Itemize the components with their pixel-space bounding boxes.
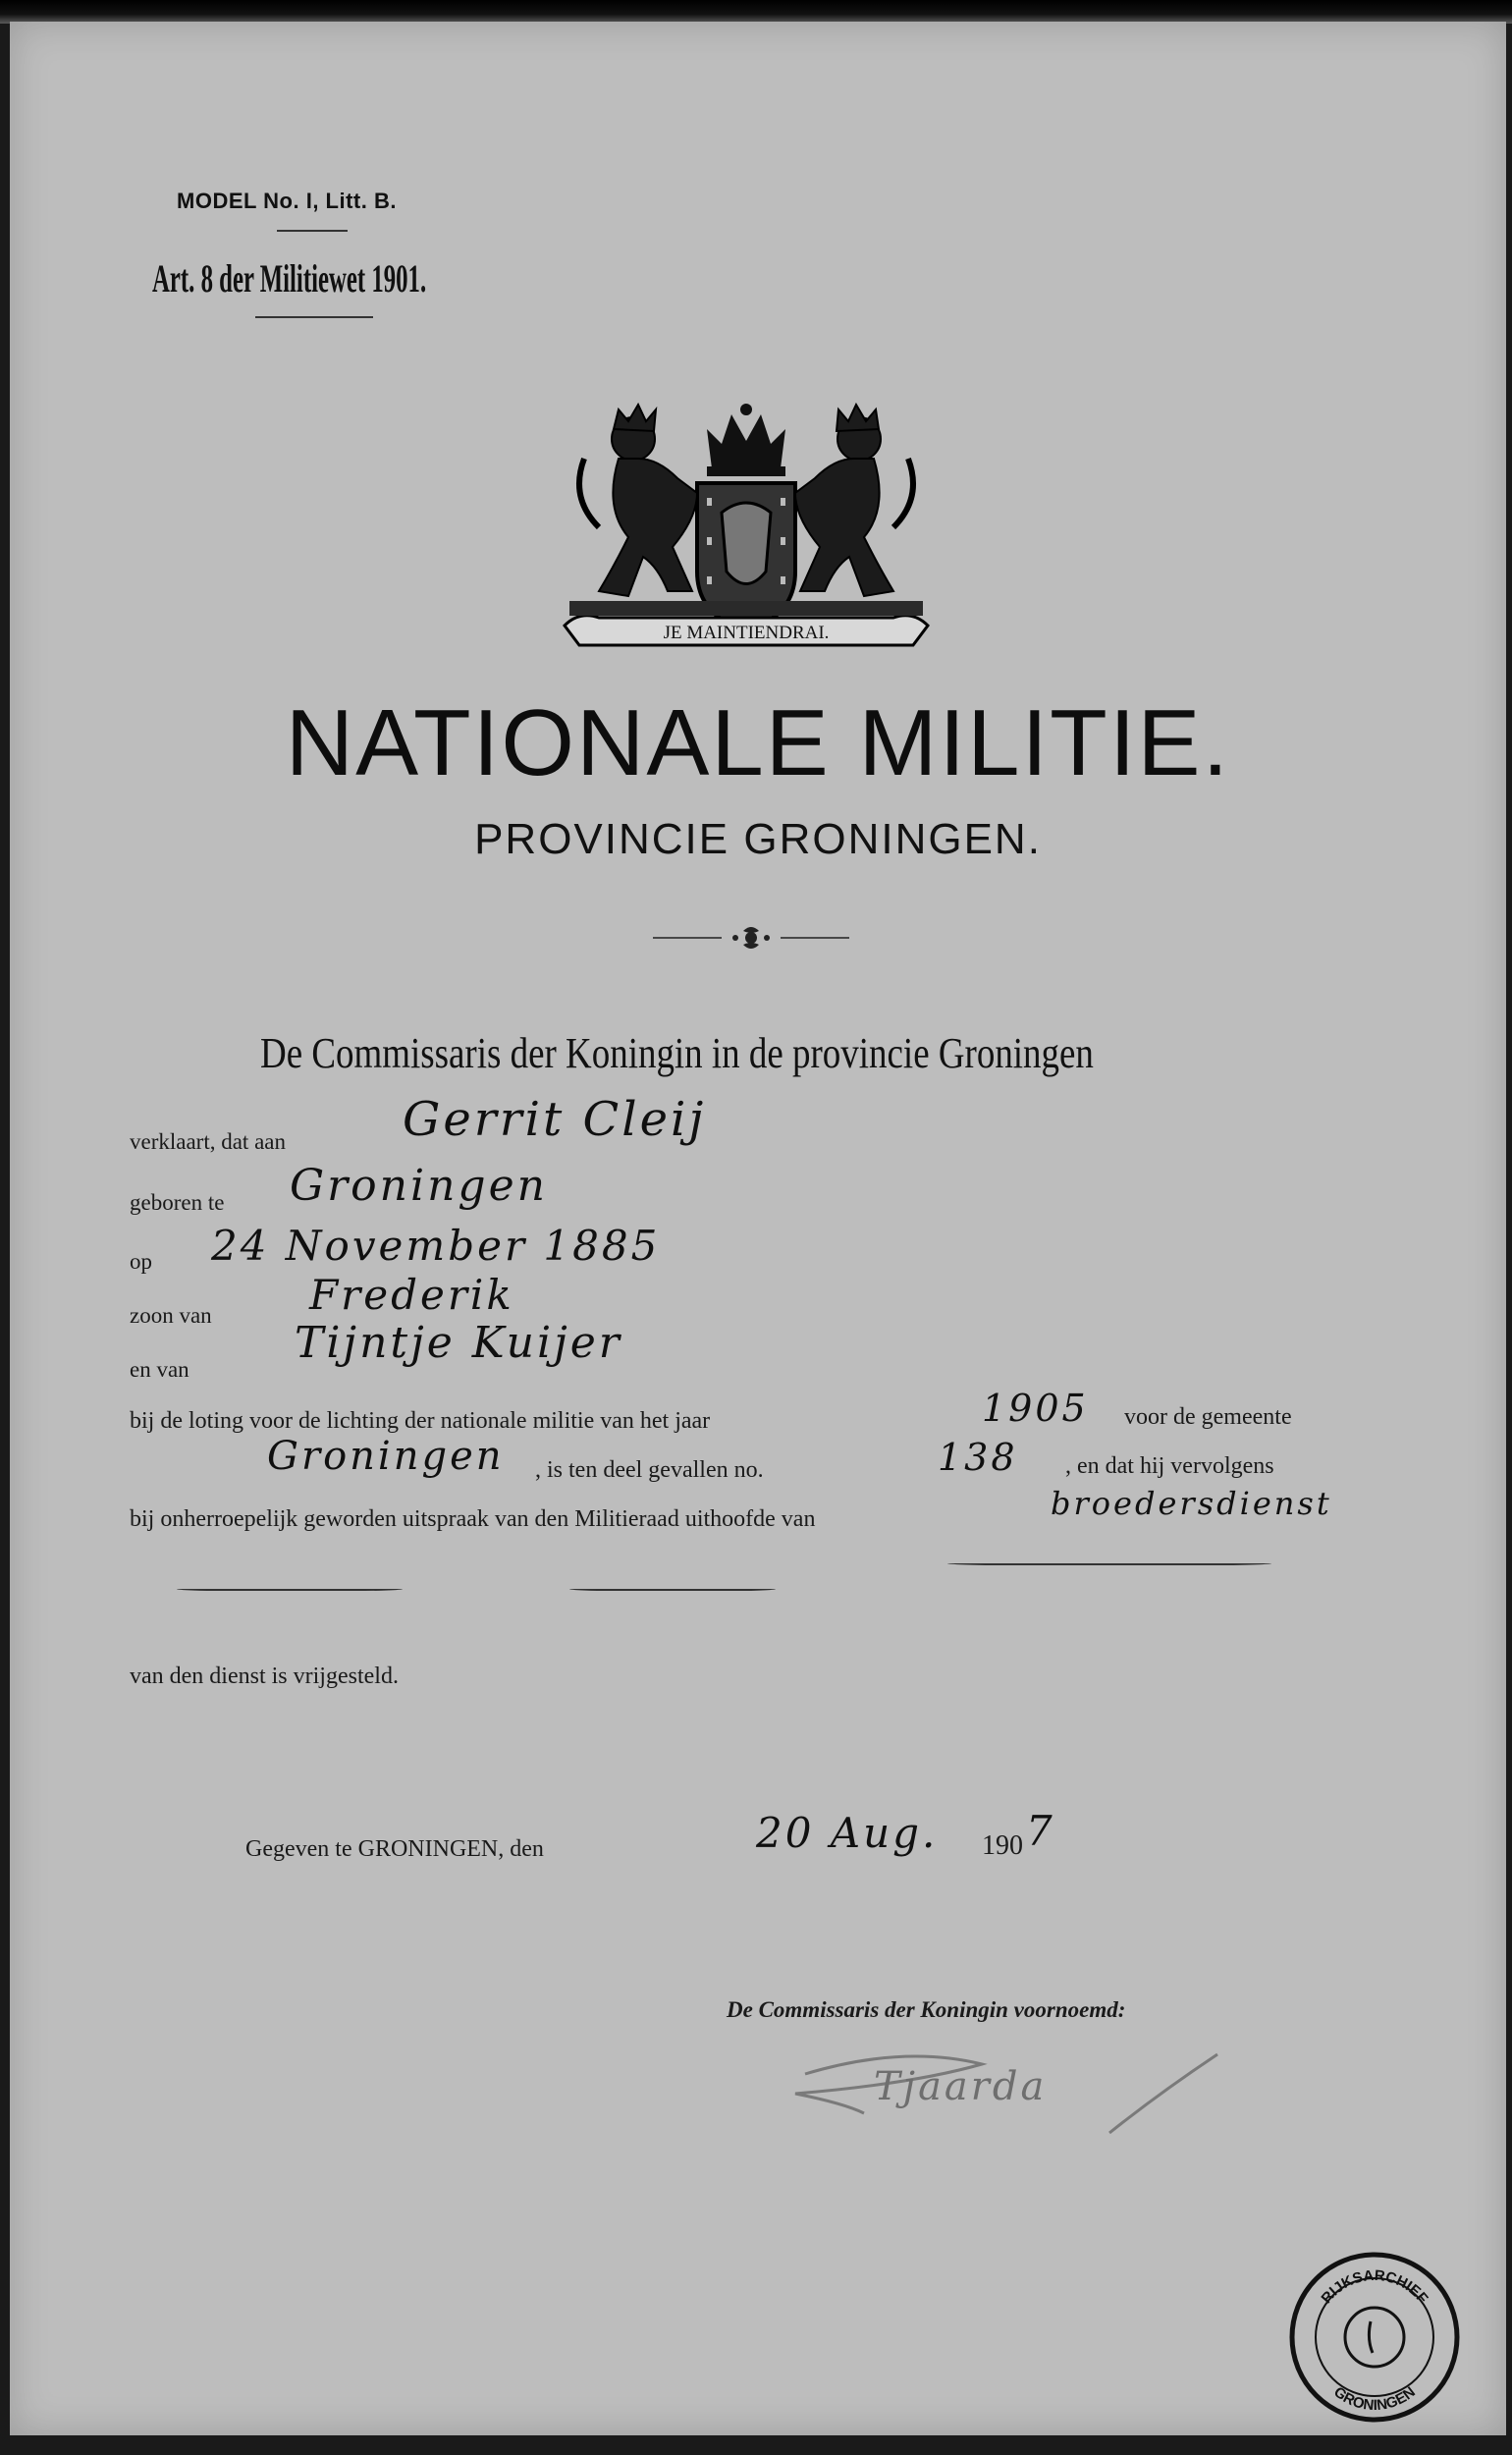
op-label: op — [130, 1249, 152, 1274]
model-number: MODEL No. I, Litt. B. — [177, 189, 397, 213]
given-date: 20 Aug. — [756, 1809, 939, 1857]
svg-text:GRONINGEN: GRONINGEN — [1330, 2383, 1419, 2415]
document-title: NATIONALE MILITIE. — [285, 690, 1231, 795]
gemeente-value: Groningen — [267, 1434, 505, 1479]
given-label: Gegeven te GRONINGEN, den — [245, 1836, 544, 1862]
blank-line — [177, 1589, 403, 1591]
given-year-printed: 190 — [982, 1830, 1023, 1861]
verklaart-label: verklaart, dat aan — [130, 1129, 286, 1154]
body-line-2-end: , en dat hij vervolgens — [1065, 1453, 1274, 1479]
signature-caption: De Commissaris der Koningin voornoemd: — [727, 1997, 1126, 2022]
body-line-3: bij onherroepelijk geworden uitspraak van den Militieraad uithoofde van — [130, 1506, 816, 1532]
op-value: 24 November 1885 — [211, 1222, 661, 1270]
body-line-4: van den dienst is vrijgesteld. — [130, 1664, 399, 1689]
divider — [277, 230, 348, 232]
lottery-year: 1905 — [982, 1387, 1089, 1430]
svg-text:RIJKSARCHIEF: RIJKSARCHIEF — [1318, 2266, 1431, 2308]
exemption-reason: broedersdienst — [1051, 1485, 1332, 1522]
motto-text: JE MAINTIENDRAI. — [663, 623, 830, 643]
lottery-number: 138 — [938, 1436, 1018, 1479]
divider — [255, 316, 373, 318]
geboren-value: Groningen — [290, 1161, 548, 1211]
en-van-value: Tijntje Kuijer — [295, 1318, 622, 1368]
intro-line: De Commissaris der Koningin in de provincie Groningen — [260, 1029, 1094, 1077]
body-line-1-end: voor de gemeente — [1124, 1404, 1292, 1430]
zoon-label: zoon van — [130, 1303, 212, 1328]
verklaart-value: Gerrit Cleij — [403, 1092, 707, 1147]
archive-stamp-icon — [1288, 2251, 1461, 2424]
document-subtitle: PROVINCIE GRONINGEN. — [474, 815, 1042, 863]
en-van-label: en van — [130, 1357, 189, 1382]
blank-line — [947, 1563, 1271, 1565]
scan-top-edge — [0, 0, 1512, 24]
body-line-1: bij de loting voor de lichting der nationale militie van het jaar — [130, 1408, 711, 1434]
article-reference: Art. 8 der Militiewet 1901. — [152, 256, 427, 300]
given-year-handwritten: 7 — [1026, 1807, 1055, 1855]
zoon-value: Frederik — [309, 1271, 514, 1319]
signature-name: Tjaarda — [874, 2064, 1048, 2109]
body-line-2-mid: , is ten deel gevallen no. — [535, 1457, 764, 1483]
ornament-icon — [653, 923, 849, 953]
document-sheet — [10, 22, 1506, 2435]
geboren-label: geboren te — [130, 1190, 225, 1215]
blank-line — [569, 1589, 776, 1591]
coat-of-arms-icon — [560, 400, 933, 655]
